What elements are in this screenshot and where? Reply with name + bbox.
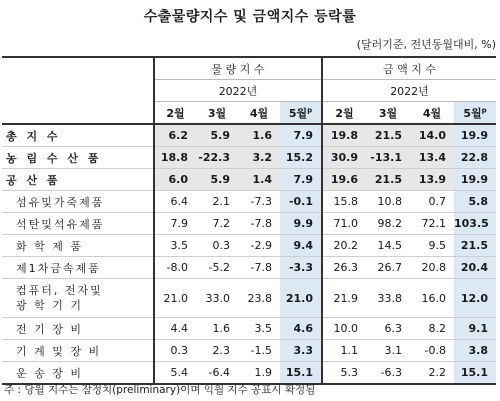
volume-cell: 0.3 xyxy=(196,235,238,257)
value-cell: 22.8 xyxy=(454,147,496,169)
volume-cell: -7.8 xyxy=(238,257,280,279)
volume-cell: 9.4 xyxy=(280,235,322,257)
row-label: 기 계 및 장 비 xyxy=(2,340,154,362)
value-cell: 20.4 xyxy=(454,257,496,279)
value-cell: 26.7 xyxy=(366,257,410,279)
value-cell: 13.4 xyxy=(410,147,454,169)
value-cell: -0.8 xyxy=(410,340,454,362)
volume-cell: -22.3 xyxy=(196,147,238,169)
value-cell: 1.1 xyxy=(322,340,366,362)
volume-cell: -6.4 xyxy=(196,362,238,385)
volume-cell: -5.2 xyxy=(196,257,238,279)
volume-cell: 3.5 xyxy=(154,235,196,257)
value-cell: 33.8 xyxy=(366,279,410,318)
volume-cell: 6.0 xyxy=(154,169,196,191)
table-row xyxy=(2,279,496,318)
value-cell: 8.2 xyxy=(410,318,454,340)
volume-cell: 33.0 xyxy=(196,279,238,318)
value-cell: 10.8 xyxy=(366,191,410,213)
volume-cell: 15.1 xyxy=(280,362,322,385)
value-cell: 5.3 xyxy=(322,362,366,385)
volume-month-header-current: 5월$^p$ xyxy=(280,102,322,125)
volume-cell: 9.9 xyxy=(280,213,322,235)
volume-year-header: 2022년 xyxy=(154,80,322,102)
value-cell: 19.9 xyxy=(454,169,496,191)
volume-cell: -3.3 xyxy=(280,257,322,279)
value-cell: 26.3 xyxy=(322,257,366,279)
volume-cell: 3.5 xyxy=(238,318,280,340)
value-cell: 15.1 xyxy=(454,362,496,385)
value-cell: 103.5 xyxy=(454,213,496,235)
row-label: 제1차금속제품 xyxy=(2,257,154,279)
value-year-header: 2022년 xyxy=(322,80,496,102)
value-cell: -6.3 xyxy=(366,362,410,385)
row-label: 화 학 제 품 xyxy=(2,235,154,257)
volume-cell: 1.6 xyxy=(238,124,280,147)
volume-cell: -0.1 xyxy=(280,191,322,213)
row-label: 전 기 장 비 xyxy=(2,318,154,340)
volume-cell: 3.3 xyxy=(280,340,322,362)
volume-cell: -8.0 xyxy=(154,257,196,279)
table-row xyxy=(2,257,496,279)
volume-cell: 1.4 xyxy=(238,169,280,191)
table-row xyxy=(2,235,496,257)
value-cell: 6.3 xyxy=(366,318,410,340)
value-cell: 21.5 xyxy=(454,235,496,257)
row-label: 운 송 장 비 xyxy=(2,362,154,385)
volume-cell: -2.9 xyxy=(238,235,280,257)
volume-cell: 4.4 xyxy=(154,318,196,340)
value-cell: 14.5 xyxy=(366,235,410,257)
corner-cell xyxy=(2,57,154,124)
volume-cell: 7.9 xyxy=(280,124,322,147)
value-cell: 9.5 xyxy=(410,235,454,257)
table-row xyxy=(2,318,496,340)
table-row xyxy=(2,147,496,169)
value-cell: 21.5 xyxy=(366,124,410,147)
volume-cell: 18.8 xyxy=(154,147,196,169)
volume-cell: 6.4 xyxy=(154,191,196,213)
value-cell: 20.2 xyxy=(322,235,366,257)
table-row xyxy=(2,169,496,191)
value-cell: 9.1 xyxy=(454,318,496,340)
volume-cell: 21.0 xyxy=(280,279,322,318)
value-cell: 5.8 xyxy=(454,191,496,213)
volume-cell: 2.3 xyxy=(196,340,238,362)
value-cell: 15.8 xyxy=(322,191,366,213)
table-row xyxy=(2,191,496,213)
volume-cell: 23.8 xyxy=(238,279,280,318)
volume-cell: -7.8 xyxy=(238,213,280,235)
unit-note: (달러기준, 전년동월대비, %) xyxy=(356,38,496,51)
value-cell: 19.9 xyxy=(454,124,496,147)
value-cell: 13.9 xyxy=(410,169,454,191)
row-label: 농 림 수 산 품 xyxy=(2,147,154,169)
value-cell: 20.8 xyxy=(410,257,454,279)
volume-month-header: 4월 xyxy=(238,102,280,125)
value-cell: 19.8 xyxy=(322,124,366,147)
value-cell: 3.8 xyxy=(454,340,496,362)
value-cell: 2.2 xyxy=(410,362,454,385)
value-cell: 19.6 xyxy=(322,169,366,191)
value-cell: 10.0 xyxy=(322,318,366,340)
value-cell: 21.5 xyxy=(366,169,410,191)
volume-cell: -1.5 xyxy=(238,340,280,362)
table-row xyxy=(2,124,496,147)
value-cell: 14.0 xyxy=(410,124,454,147)
volume-cell: 3.2 xyxy=(238,147,280,169)
volume-cell: 7.9 xyxy=(154,213,196,235)
volume-cell: 4.6 xyxy=(280,318,322,340)
value-cell: 16.0 xyxy=(410,279,454,318)
row-label: 섬유및가죽제품 xyxy=(2,191,154,213)
value-header: 금 액 지 수 xyxy=(322,57,496,80)
volume-month-header: 3월 xyxy=(196,102,238,125)
table-row xyxy=(2,213,496,235)
volume-cell: 5.9 xyxy=(196,169,238,191)
volume-cell: 21.0 xyxy=(154,279,196,318)
volume-cell: 0.3 xyxy=(154,340,196,362)
value-month-header: 3월 xyxy=(366,102,410,125)
volume-cell: 6.2 xyxy=(154,124,196,147)
value-cell: -13.1 xyxy=(366,147,410,169)
preliminary-mark: p xyxy=(481,105,487,114)
volume-cell: 7.9 xyxy=(280,169,322,191)
volume-cell: -7.3 xyxy=(238,191,280,213)
volume-cell: 2.1 xyxy=(196,191,238,213)
value-cell: 71.0 xyxy=(322,213,366,235)
volume-cell: 1.6 xyxy=(196,318,238,340)
value-cell: 98.2 xyxy=(366,213,410,235)
row-label: 공 산 품 xyxy=(2,169,154,191)
footnote: 주 : 당월 지수는 잠정치(preliminary)이며 익월 지수 공표시 확정됨 xyxy=(4,384,316,396)
table-row xyxy=(2,340,496,362)
value-month-header: 4월 xyxy=(410,102,454,125)
volume-header: 물 량 지 수 xyxy=(154,57,322,80)
value-cell: 21.9 xyxy=(322,279,366,318)
volume-cell: 7.2 xyxy=(196,213,238,235)
volume-cell: 5.4 xyxy=(154,362,196,385)
value-cell: 0.7 xyxy=(410,191,454,213)
table-row xyxy=(2,362,496,385)
volume-month-header: 2월 xyxy=(154,102,196,125)
value-month-header-current: 5월$^p$ xyxy=(454,102,496,125)
row-label: 컴퓨터, 전자및 광 학 기 기 xyxy=(2,279,154,318)
index-table xyxy=(2,56,496,385)
volume-cell: 1.9 xyxy=(238,362,280,385)
row-label: 총 지 수 xyxy=(2,124,154,147)
value-cell: 3.1 xyxy=(366,340,410,362)
value-month-header: 2월 xyxy=(322,102,366,125)
volume-cell: 5.9 xyxy=(196,124,238,147)
volume-cell: 15.2 xyxy=(280,147,322,169)
row-label: 석탄및석유제품 xyxy=(2,213,154,235)
page-title: 수출물량지수 및 금액지수 등락률 xyxy=(143,9,357,25)
preliminary-mark: p xyxy=(307,105,313,114)
value-cell: 12.0 xyxy=(454,279,496,318)
value-cell: 72.1 xyxy=(410,213,454,235)
value-cell: 30.9 xyxy=(322,147,366,169)
